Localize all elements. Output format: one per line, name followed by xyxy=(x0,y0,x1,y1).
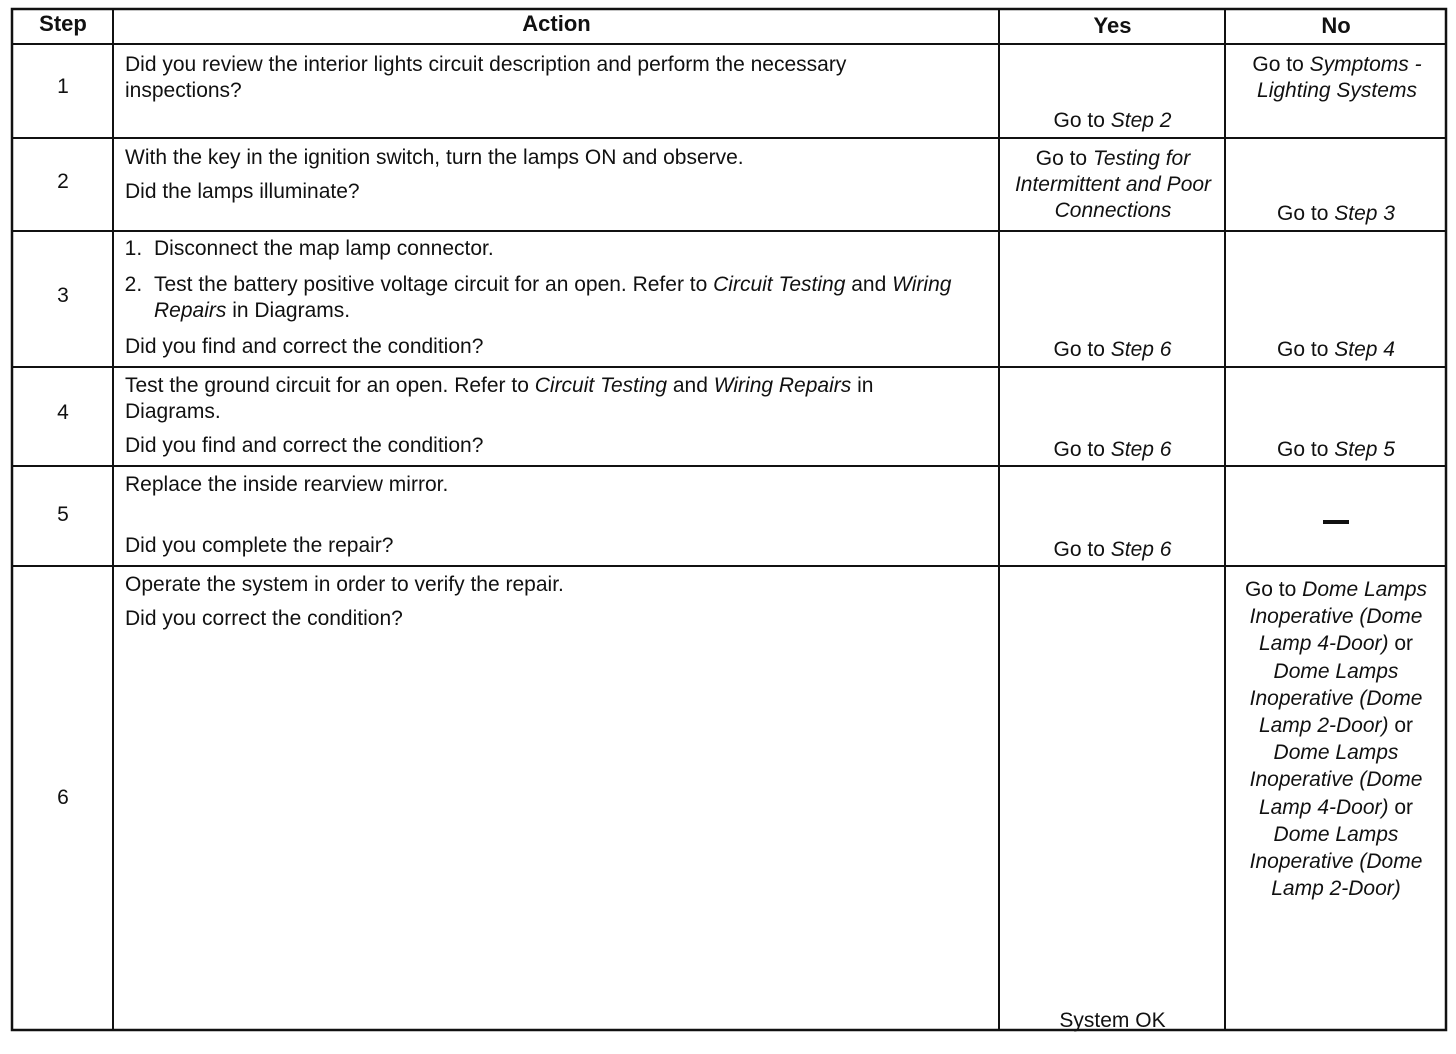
yes-cell-2 xyxy=(1006,146,1220,224)
list-item-suffix: in Diagrams. xyxy=(226,299,351,322)
no-cell-6 xyxy=(1232,576,1440,902)
step-number-4: 4 xyxy=(57,401,69,424)
wiring-repairs-link[interactable]: Wiring Repairs xyxy=(713,374,852,397)
header-no: No xyxy=(1321,13,1351,38)
action-text-4-suffix: in Diagrams. xyxy=(125,374,874,423)
yes-prefix-2: Go to xyxy=(1035,147,1093,170)
list-item xyxy=(148,272,968,324)
action-question-3: Did you find and correct the condition? xyxy=(125,335,484,358)
no-prefix-4: Go to xyxy=(1277,438,1335,461)
list-item-text: Test the battery positive voltage circuit for an open. Refer to xyxy=(154,273,714,296)
no-cell-1 xyxy=(1232,52,1442,104)
no-link-1[interactable]: Symptoms - Lighting Systems xyxy=(1257,53,1422,102)
yes-prefix-5: Go to xyxy=(1053,538,1111,561)
header-yes: Yes xyxy=(1093,13,1132,38)
list-item xyxy=(148,236,968,262)
step-number-3: 3 xyxy=(57,284,69,307)
action-text-4-lead: Test the ground circuit for an open. Refer to xyxy=(125,374,535,397)
no-prefix-3: Go to xyxy=(1277,338,1335,361)
yes-link-3[interactable]: Step 6 xyxy=(1110,338,1172,361)
header-action: Action xyxy=(522,11,591,36)
circuit-testing-link[interactable]: Circuit Testing xyxy=(534,374,668,397)
yes-prefix-3: Go to xyxy=(1053,338,1111,361)
yes-link-1[interactable]: Step 2 xyxy=(1110,109,1172,132)
no-cell-2 xyxy=(1227,201,1445,227)
step-number-2: 2 xyxy=(57,170,69,193)
no-prefix-6: Go to xyxy=(1244,578,1303,601)
system-ok-text: System OK xyxy=(1059,1009,1166,1032)
header-step: Step xyxy=(39,11,87,36)
no-prefix-2: Go to xyxy=(1277,202,1335,225)
action-text-6b: Did you correct the condition? xyxy=(125,607,403,630)
yes-cell-1 xyxy=(1001,108,1224,134)
no-prefix-1: Go to xyxy=(1252,53,1310,76)
no-or-3: or xyxy=(1388,795,1414,819)
dome-lamps-link-2[interactable]: Dome Lamps Inoperative (Dome Lamp 2-Door) xyxy=(1249,659,1423,738)
dome-lamps-link-4[interactable]: Dome Lamps Inoperative (Dome Lamp 2-Door) xyxy=(1249,822,1423,901)
no-link-4[interactable]: Step 5 xyxy=(1334,438,1395,461)
dome-lamps-link-3[interactable]: Dome Lamps Inoperative (Dome Lamp 4-Door) xyxy=(1249,741,1423,819)
yes-link-2[interactable]: Testing for Intermittent and Poor Connections xyxy=(1014,147,1212,222)
action-text-5b: Did you complete the repair? xyxy=(125,534,394,557)
action-text-2a: With the key in the ignition switch, turn the lamps ON and observe. xyxy=(125,146,744,169)
wiring-repairs-link[interactable]: Wiring Repairs xyxy=(154,273,952,322)
action-text-4-and: and xyxy=(667,374,714,397)
no-cell-3 xyxy=(1227,337,1445,363)
action-text-5a: Replace the inside rearview mirror. xyxy=(125,473,449,496)
dash-icon xyxy=(1323,520,1349,524)
yes-prefix-1: Go to xyxy=(1053,109,1111,132)
no-or-1: or xyxy=(1388,632,1414,656)
list-item-text: Disconnect the map lamp connector. xyxy=(154,237,494,260)
yes-link-4[interactable]: Step 6 xyxy=(1110,438,1172,461)
yes-cell-4 xyxy=(1001,437,1224,463)
step-number-6: 6 xyxy=(57,786,69,809)
dome-lamps-link-1[interactable]: Dome Lamps Inoperative (Dome Lamp 4-Door) xyxy=(1249,578,1428,656)
action-list-3 xyxy=(88,236,968,334)
yes-prefix-4: Go to xyxy=(1053,438,1111,461)
action-question-4: Did you find and correct the condition? xyxy=(125,434,484,457)
action-text-6a: Operate the system in order to verify the repair. xyxy=(125,573,564,596)
no-link-3[interactable]: Step 4 xyxy=(1334,338,1395,361)
action-text-1: Did you review the interior lights circuit description and perform the necessary inspections? xyxy=(125,53,847,102)
yes-cell-3 xyxy=(1001,337,1224,363)
no-link-2[interactable]: Step 3 xyxy=(1334,202,1395,225)
yes-link-5[interactable]: Step 6 xyxy=(1110,538,1172,561)
circuit-testing-link[interactable]: Circuit Testing xyxy=(713,273,846,296)
no-cell-4 xyxy=(1227,437,1445,463)
no-cell-5 xyxy=(1227,505,1445,531)
action-text-2b: Did the lamps illuminate? xyxy=(125,180,360,203)
list-item-and: and xyxy=(845,273,893,296)
action-text-4 xyxy=(125,373,925,425)
yes-cell-6 xyxy=(1001,1008,1224,1034)
step-number-5: 5 xyxy=(57,503,69,526)
yes-cell-5 xyxy=(1001,537,1224,563)
no-or-2: or xyxy=(1388,714,1414,738)
step-number-1: 1 xyxy=(57,75,69,98)
